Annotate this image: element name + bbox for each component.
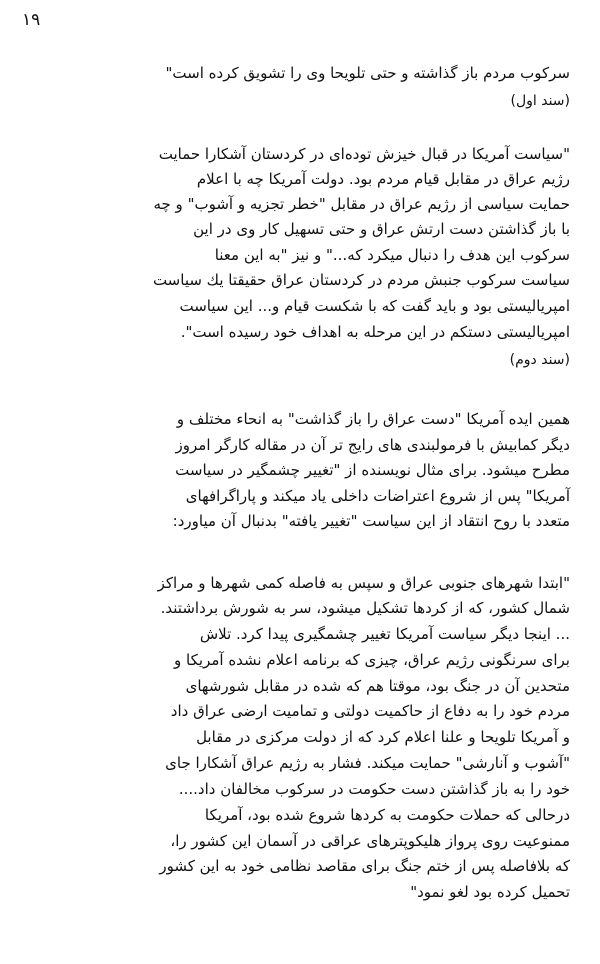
text-line: آمریکا" پس از شروع اعتراضات داخلی یاد میکند و پاراگرافهای bbox=[185, 487, 570, 505]
text-line: درحالی که حملات حکومت به کردها شروع شده بود، آمریکا bbox=[204, 806, 570, 824]
text-line: سیاست سرکوب جنبش مردم در کردستان عراق حقیقتا یك سیاست bbox=[152, 271, 570, 289]
text-line: ... اینجا دیگر سیاست آمریکا تغییر چشمگیری پیدا کرد. تلاش bbox=[199, 625, 570, 643]
text-line: همین ایده آمریکا "دست عراق را باز گذاشت" به انحاء مختلف و bbox=[176, 410, 570, 428]
text-line: حمایت سیاسی از رژیم عراق در مقابل "خطر تجزیه و آشوب" و چه bbox=[153, 195, 570, 213]
text-line: "آشوب و آنارشی" حمایت میکند. فشار به رژیم عراق آشکارا جای bbox=[165, 754, 570, 772]
text-line: مطرح میشود. برای مثال نویسنده از "تغییر چشمگیر در سیاست bbox=[175, 461, 570, 479]
text-line: خود را به باز گذاشتن دست حکومت در سرکوب مخالفان داد.... bbox=[178, 780, 570, 798]
text-line: ممنوعیت روی پرواز هلیکوپترهای عراقی در آسمان این کشور را، bbox=[170, 832, 570, 850]
text-line: شمال کشور، که از کردها تشکیل میشود، سر به شورش برداشتند. bbox=[160, 599, 570, 617]
source-citation: (سند اول) bbox=[510, 93, 570, 109]
text-line: سرکوب این هدف را دنبال میکرد که..." و نیز "به این معنا bbox=[214, 246, 570, 264]
text-line: امپریالیستی بود و باید گفت که با شکست قیام و... این سیاست bbox=[179, 297, 570, 315]
text-line: "ابتدا شهرهای جنوبی عراق و سپس به فاصله کمی شهرها و مراکز bbox=[157, 574, 570, 592]
text-line: متعدد با روح انتقاد از این سیاست "تغییر یافته" بدنبال آن میاورد: bbox=[172, 512, 570, 530]
text-line: رژیم عراق در مقابل قیام مردم بود. دولت آمریکا چه با اعلام bbox=[196, 170, 570, 188]
text-line: امپریالیستی دستکم در این مرحله به اهداف خود رسیده است". bbox=[180, 323, 570, 341]
text-line: مردم خود را به دفاع از حاکمیت دولتی و تمامیت ارضی عراق داد bbox=[170, 702, 570, 720]
text-line: متحدین آن در جنگ بود، موقتا هم که شده در مقابل شورشهای bbox=[185, 677, 570, 695]
text-line: "سیاست آمریکا در قبال خیزش توده‌ای در کردستان آشکارا حمایت bbox=[158, 145, 570, 163]
page-number: ۱۹ bbox=[22, 10, 41, 30]
text-line: و آمریکا تلویحا و علنا اعلام کرد که از دولت مرکزی در مقابل bbox=[196, 728, 570, 746]
text-line: برای سرنگونی رژیم عراق، چیزی که برنامه اعلام نشده آمریکا و bbox=[174, 651, 570, 669]
text-line: تحمیل کرده بود لغو نمود" bbox=[410, 883, 570, 901]
text-line: سرکوب مردم باز گذاشته و حتی تلویحا وی را تشویق کرده است" bbox=[165, 64, 570, 82]
text-line: که بلافاصله پس از ختم جنگ برای مقاصد نظامی خود به این کشور bbox=[159, 857, 570, 875]
text-line: با باز گذاشتن دست ارتش عراق و حتی تسهیل کار وی در این bbox=[193, 220, 570, 238]
text-line: دیگر کمابیش با فرمولبندی های رایج تر آن در مقاله کارگر امروز bbox=[175, 436, 570, 454]
source-citation: (سند دوم) bbox=[509, 352, 570, 368]
